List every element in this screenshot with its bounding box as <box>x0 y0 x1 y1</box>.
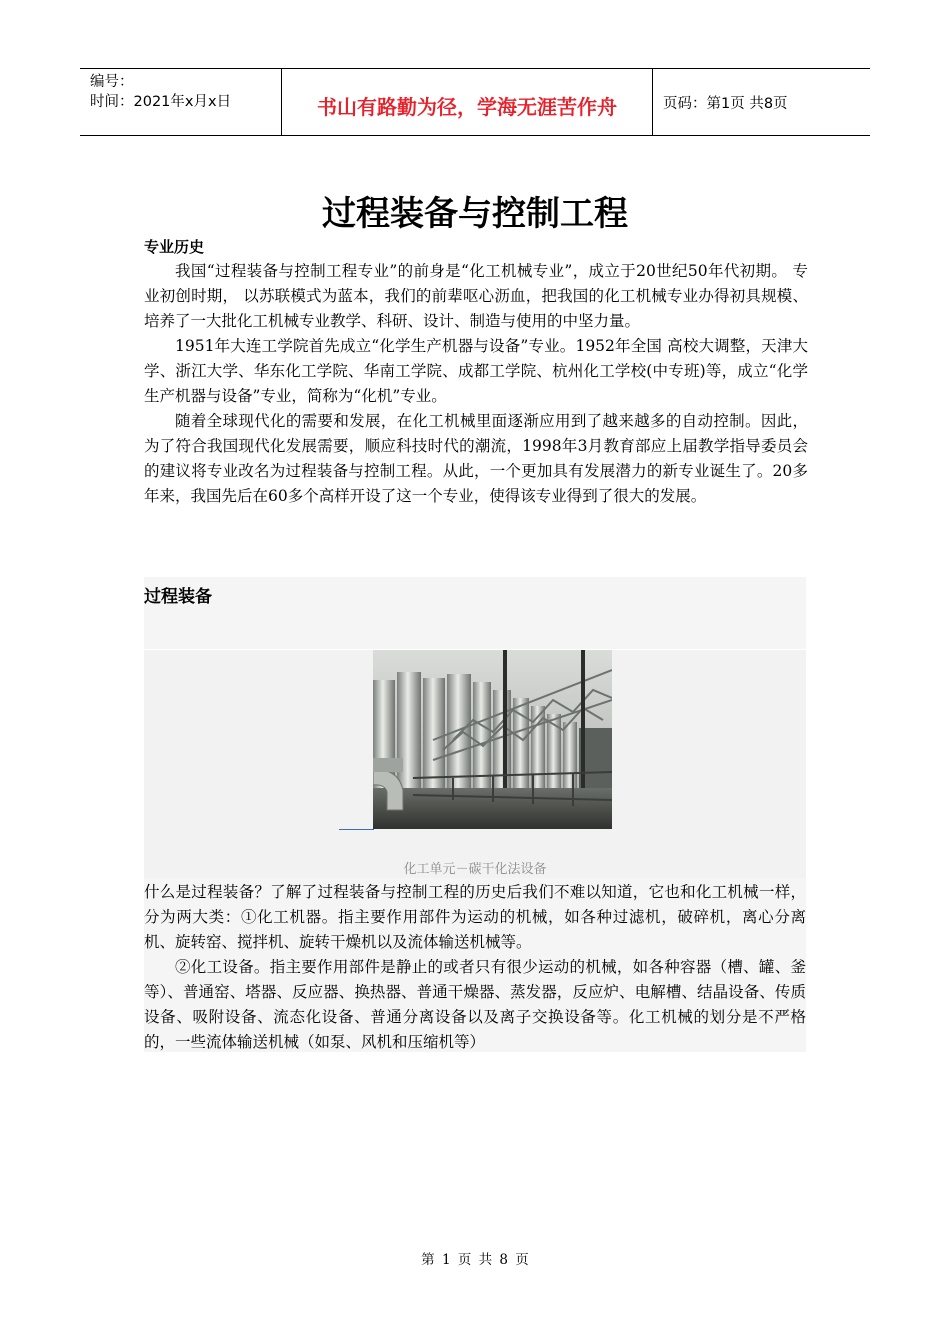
equipment-paragraph: ②化工设备。指主要作用部件是静止的或者只有很少运动的机械，如各种容器（槽、罐、釜等）、普通窑、塔器、反应器、换热器、普通干燥器、蒸发器，反应炉、电解槽、结晶设备、传质设备、吸附设备、流态化设备、普通分离设备以及离子交换设备等。化工机械的划分是不严格的，一些流体输送机械（如泵、风机和压缩机等） <box>144 958 806 1051</box>
image-anchor-line <box>339 829 374 830</box>
history-paragraph: 随着全球现代化的需要和发展，在化工机械里面逐渐应用到了越来越多的自动控制。因此，为了符合我国现代化发展需要，顺应科技时代的潮流，1998年3月教育部应上届教学指导委员会的建议将专业改名为过程装备与控制工程。从此，一个更加具有发展潜力的新专业诞生了。20多年来，我国先后在60多个高样开设了这一个专业，使得该专业得到了很大的发展。 <box>144 412 808 505</box>
page-title: 过程装备与控制工程 <box>322 194 628 234</box>
history-paragraph: 我国“过程装备与控制工程专业”的前身是“化工机械专业”，成立于20世纪50年代初期。 专业初创时期， 以苏联模式为蓝本，我们的前辈呕心沥血，把我国的化工机械专业办得初具规模、培养了一大批化工机械专业教学、科研、设计、制造与使用的中坚力量。 <box>144 262 808 330</box>
equipment-intro: 什么是过程装备？了解了过程装备与控制工程的历史后我们不难以知道，它也和化工机械一样，分为两大类：①化工机器。指主要作用部件为运动的机械，如各种过滤机，破碎机，离心分离机、旋转窑、搅拌机、旋转干燥机以及流体输送机械等。 <box>144 883 806 951</box>
time-label: 时间：2021年x月x日 <box>90 94 232 110</box>
equipment-photo <box>373 650 612 829</box>
equipment-body <box>144 880 806 1055</box>
history-body <box>144 259 808 509</box>
history-heading: 专业历史 <box>144 238 205 256</box>
history-paragraph: 1951年大连工学院首先成立“化学生产机器与设备”专业。1952年全国 高校大调整，天津大学、浙江大学、华东化工学院、华南工学院、成都工学院、杭州化工学校(中专班)等，成立“化学生产机器与设备”专业，简称为“化机”专业。 <box>144 337 808 405</box>
equipment-heading: 过程装备 <box>144 587 212 607</box>
header-left-cell <box>80 69 281 135</box>
header-page-info: 页码：第1页 共8页 <box>663 95 788 112</box>
header-motto: 书山有路勤为径，学海无涯苦作舟 <box>281 69 653 135</box>
header-table <box>80 68 870 136</box>
page-footer: 第 1 页 共 8 页 <box>421 1252 529 1268</box>
serial-label: 编号： <box>90 74 134 90</box>
figure-caption: 化工单元－碳干化法设备 <box>403 862 547 877</box>
section-shade <box>144 577 806 649</box>
